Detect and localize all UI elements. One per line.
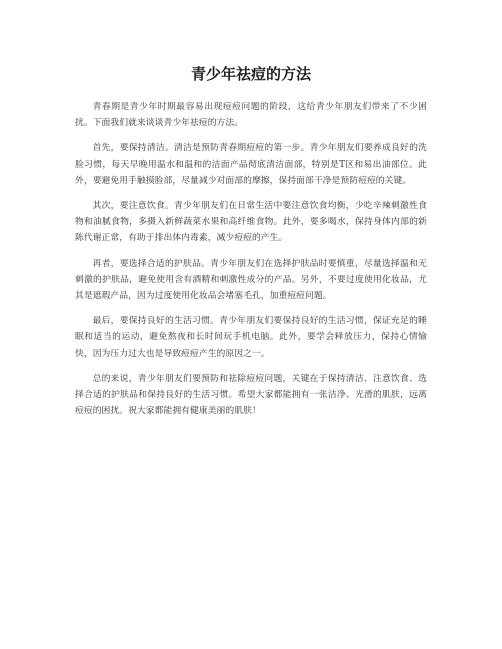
paragraph-skincare: 再者，要选择合适的护肤品。青少年朋友们在选择护肤品时要慎重，尽量选择温和无刺激的护肤品，避免使用含有酒精和刺激性成分的产品。另外，不要过度使用化妆品，尤其是遮瑕产品，因为过度使用化妆品会堵塞毛孔，加重痘痘问题。 [75, 258, 427, 302]
paragraph-habits: 最后，要保持良好的生活习惯。青少年朋友们要保持良好的生活习惯，保证充足的睡眠和适当的运动，避免熬夜和长时间玩手机电脑。此外，要学会释放压力，保持心情愉快，因为压力过大也是导致痘痘产生的原因之一。 [75, 316, 427, 359]
document-body [75, 99, 427, 428]
paragraph-diet: 其次，要注意饮食。青少年朋友们在日常生活中要注意饮食均衡，少吃辛辣刺激性食物和油腻食物，多摄入新鲜蔬菜水果和高纤维食物。此外，要多喝水，保持身体内部的新陈代谢正常，有助于排出体内毒素，减少痘痘的产生。 [75, 201, 427, 244]
paragraph-cleaning: 首先，要保持清洁。清洁是预防青春期痘痘的第一步。青少年朋友们要养成良好的洗脸习惯，每天早晚用温水和温和的洁面产品彻底清洁面部，特别是T区和易出油部位。此外，要避免用手触摸脸部，尽量减少对面部的摩擦，保持面部干净是预防痘痘的关键。 [75, 143, 427, 186]
paragraph-conclusion: 总的来说，青少年朋友们要预防和祛除痘痘问题，关键在于保持清洁、注意饮食、选择合适的护肤品和保持良好的生活习惯。希望大家都能拥有一张洁净、光滑的肌肤，远离痘痘的困扰。祝大家都能拥有健康美丽的肌肤！ [75, 373, 427, 417]
paragraph-intro: 青春期是青少年时期最容易出现痘痘问题的阶段，这给青少年朋友们带来了不少困扰。下面我们就来谈谈青少年祛痘的方法。 [75, 102, 427, 129]
document-title: 青少年祛痘的方法 [190, 65, 311, 83]
